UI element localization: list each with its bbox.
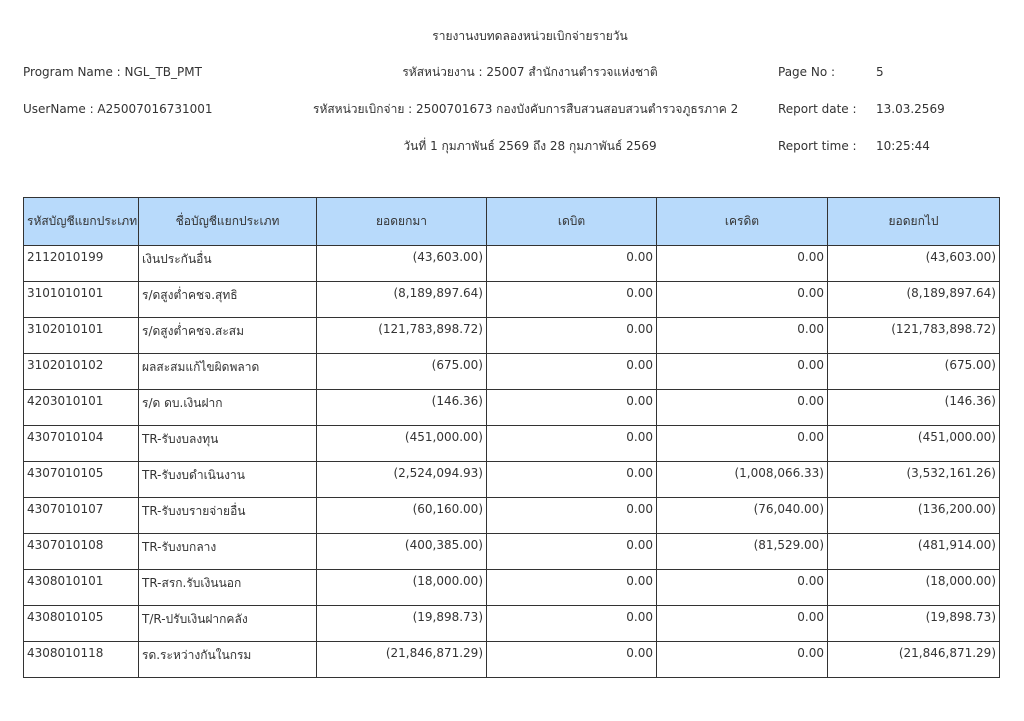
cell-credit: 0.00 bbox=[657, 426, 828, 462]
report-time-label: Report time : bbox=[778, 139, 857, 153]
table-row bbox=[24, 642, 1000, 678]
report-time-value: 10:25:44 bbox=[876, 139, 930, 153]
cell-account-name: TR-สรก.รับเงินนอก bbox=[139, 570, 317, 606]
cell-carried-forward: (18,000.00) bbox=[828, 570, 1000, 606]
cell-carried-forward: (43,603.00) bbox=[828, 246, 1000, 282]
cell-debit: 0.00 bbox=[487, 354, 657, 390]
table-row bbox=[24, 570, 1000, 606]
cell-account-code: 4307010105 bbox=[24, 462, 139, 498]
cell-brought-forward: (60,160.00) bbox=[317, 498, 487, 534]
cell-brought-forward: (146.36) bbox=[317, 390, 487, 426]
cell-debit: 0.00 bbox=[487, 462, 657, 498]
cell-credit: 0.00 bbox=[657, 246, 828, 282]
cell-debit: 0.00 bbox=[487, 246, 657, 282]
table-row bbox=[24, 246, 1000, 282]
cell-debit: 0.00 bbox=[487, 282, 657, 318]
cell-account-code: 4307010107 bbox=[24, 498, 139, 534]
cell-credit: (81,529.00) bbox=[657, 534, 828, 570]
cell-carried-forward: (136,200.00) bbox=[828, 498, 1000, 534]
cell-account-code: 2112010199 bbox=[24, 246, 139, 282]
cell-account-name: T/R-ปรับเงินฝากคลัง bbox=[139, 606, 317, 642]
cell-account-name: ผลสะสมแก้ไขผิดพลาด bbox=[139, 354, 317, 390]
header-carried-forward: ยอดยกไป bbox=[828, 198, 1000, 246]
cell-carried-forward: (146.36) bbox=[828, 390, 1000, 426]
cell-carried-forward: (121,783,898.72) bbox=[828, 318, 1000, 354]
cell-brought-forward: (121,783,898.72) bbox=[317, 318, 487, 354]
cell-brought-forward: (21,846,871.29) bbox=[317, 642, 487, 678]
cell-carried-forward: (19,898.73) bbox=[828, 606, 1000, 642]
cell-debit: 0.00 bbox=[487, 426, 657, 462]
cell-credit: (76,040.00) bbox=[657, 498, 828, 534]
cell-brought-forward: (8,189,897.64) bbox=[317, 282, 487, 318]
trial-balance-table bbox=[23, 197, 1000, 678]
cell-brought-forward: (451,000.00) bbox=[317, 426, 487, 462]
header-brought-forward: ยอดยกมา bbox=[317, 198, 487, 246]
cell-debit: 0.00 bbox=[487, 498, 657, 534]
cell-brought-forward: (19,898.73) bbox=[317, 606, 487, 642]
cell-brought-forward: (18,000.00) bbox=[317, 570, 487, 606]
header-debit: เดบิต bbox=[487, 198, 657, 246]
cell-account-code: 4307010108 bbox=[24, 534, 139, 570]
cell-credit: 0.00 bbox=[657, 390, 828, 426]
cell-debit: 0.00 bbox=[487, 642, 657, 678]
cell-debit: 0.00 bbox=[487, 606, 657, 642]
cell-account-code: 4308010101 bbox=[24, 570, 139, 606]
table-row bbox=[24, 318, 1000, 354]
program-name: Program Name : NGL_TB_PMT bbox=[23, 65, 202, 79]
cell-account-name: TR-รับงบรายจ่ายอื่น bbox=[139, 498, 317, 534]
cell-credit: 0.00 bbox=[657, 642, 828, 678]
table-row bbox=[24, 354, 1000, 390]
cell-account-code: 3102010101 bbox=[24, 318, 139, 354]
cell-brought-forward: (675.00) bbox=[317, 354, 487, 390]
table-row bbox=[24, 282, 1000, 318]
cell-brought-forward: (2,524,094.93) bbox=[317, 462, 487, 498]
header-account-name: ชื่อบัญชีแยกประเภท bbox=[139, 198, 317, 246]
cell-debit: 0.00 bbox=[487, 570, 657, 606]
table-body bbox=[24, 246, 1000, 678]
table-row bbox=[24, 390, 1000, 426]
cell-account-code: 3102010102 bbox=[24, 354, 139, 390]
table-row bbox=[24, 606, 1000, 642]
table-row bbox=[24, 462, 1000, 498]
cell-carried-forward: (675.00) bbox=[828, 354, 1000, 390]
cell-brought-forward: (43,603.00) bbox=[317, 246, 487, 282]
cell-credit: 0.00 bbox=[657, 318, 828, 354]
cell-account-name: ร/ดสูงต่ำคชจ.สุทธิ bbox=[139, 282, 317, 318]
report-period: วันที่ 1 กุมภาพันธ์ 2569 ถึง 28 กุมภาพันธ์ 2569 bbox=[403, 139, 657, 153]
cell-account-name: รด.ระหว่างกันในกรม bbox=[139, 642, 317, 678]
header-credit: เครดิต bbox=[657, 198, 828, 246]
table-row bbox=[24, 498, 1000, 534]
username: UserName : A25007016731001 bbox=[23, 102, 213, 116]
table-row bbox=[24, 534, 1000, 570]
agency-info: รหัสหน่วยงาน : 25007 สำนักงานตำรวจแห่งชาติ bbox=[402, 65, 658, 79]
cell-account-name: TR-รับงบดำเนินงาน bbox=[139, 462, 317, 498]
cell-credit: 0.00 bbox=[657, 606, 828, 642]
cell-credit: 0.00 bbox=[657, 282, 828, 318]
cell-account-code: 4308010118 bbox=[24, 642, 139, 678]
cell-account-code: 3101010101 bbox=[24, 282, 139, 318]
table-header-row bbox=[24, 198, 1000, 246]
cell-carried-forward: (8,189,897.64) bbox=[828, 282, 1000, 318]
cell-account-name: TR-รับงบลงทุน bbox=[139, 426, 317, 462]
cell-account-code: 4203010101 bbox=[24, 390, 139, 426]
cell-brought-forward: (400,385.00) bbox=[317, 534, 487, 570]
report-date-label: Report date : bbox=[778, 102, 857, 116]
disbursing-unit-info: รหัสหน่วยเบิกจ่าย : 2500701673 กองบังคับการสืบสวนสอบสวนตำรวจภูธรภาค 2 bbox=[313, 102, 739, 116]
report-title: รายงานงบทดลองหน่วยเบิกจ่ายรายวัน bbox=[432, 29, 628, 43]
cell-account-code: 4307010104 bbox=[24, 426, 139, 462]
cell-carried-forward: (481,914.00) bbox=[828, 534, 1000, 570]
cell-carried-forward: (21,846,871.29) bbox=[828, 642, 1000, 678]
report-date-value: 13.03.2569 bbox=[876, 102, 945, 116]
page-no-value: 5 bbox=[876, 65, 884, 79]
cell-carried-forward: (451,000.00) bbox=[828, 426, 1000, 462]
cell-credit: 0.00 bbox=[657, 354, 828, 390]
cell-credit: (1,008,066.33) bbox=[657, 462, 828, 498]
page-no-label: Page No : bbox=[778, 65, 836, 79]
cell-account-code: 4308010105 bbox=[24, 606, 139, 642]
cell-account-name: TR-รับงบกลาง bbox=[139, 534, 317, 570]
cell-debit: 0.00 bbox=[487, 318, 657, 354]
cell-carried-forward: (3,532,161.26) bbox=[828, 462, 1000, 498]
table-row bbox=[24, 426, 1000, 462]
cell-account-name: ร/ด ดบ.เงินฝาก bbox=[139, 390, 317, 426]
cell-account-name: ร/ดสูงต่ำคชจ.สะสม bbox=[139, 318, 317, 354]
cell-account-name: เงินประกันอื่น bbox=[139, 246, 317, 282]
cell-debit: 0.00 bbox=[487, 534, 657, 570]
cell-debit: 0.00 bbox=[487, 390, 657, 426]
header-account-code: รหัสบัญชีแยกประเภท bbox=[24, 198, 139, 246]
cell-credit: 0.00 bbox=[657, 570, 828, 606]
